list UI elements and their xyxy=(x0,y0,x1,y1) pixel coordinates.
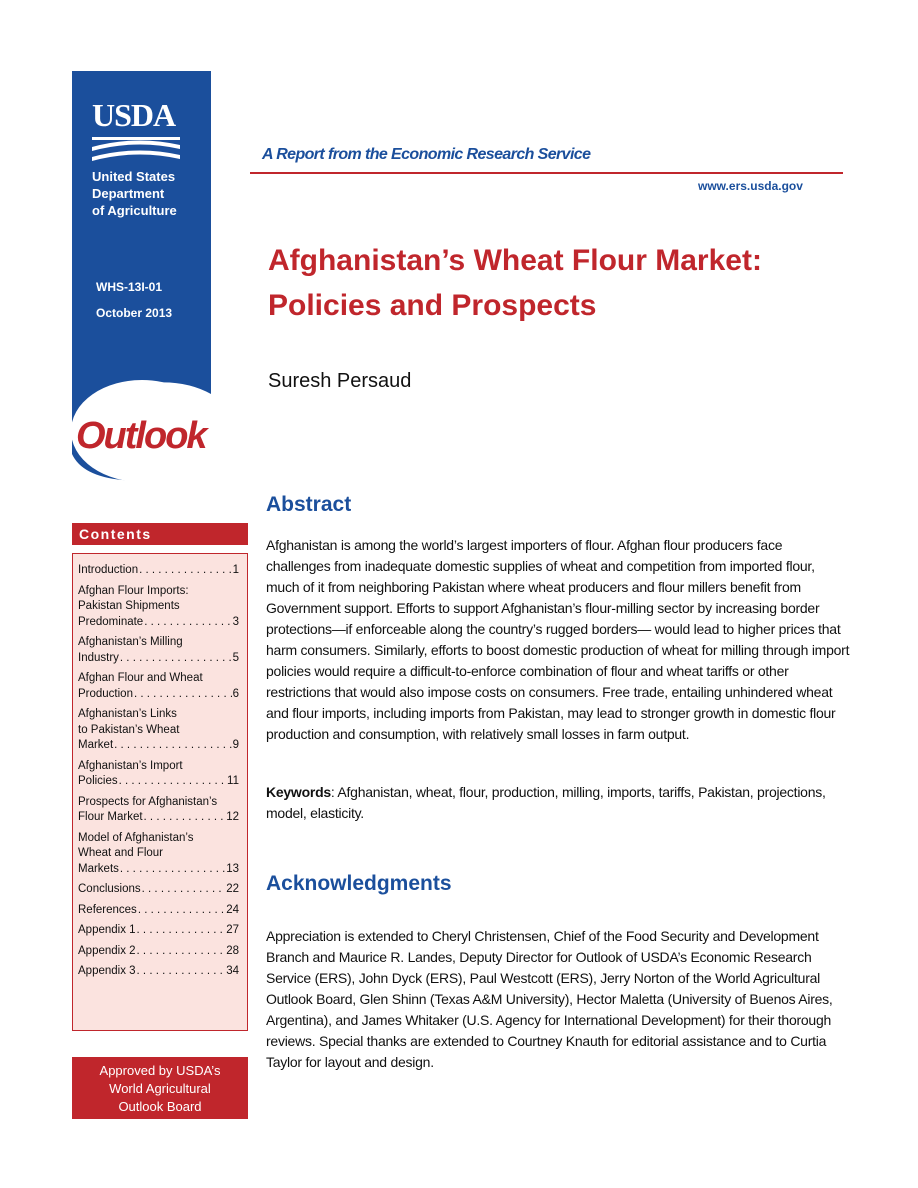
toc-page-number: 6 xyxy=(232,687,239,700)
title-line: Afghanistan’s Wheat Flour Market: xyxy=(268,244,762,277)
toc-entry-line: to Pakistan’s Wheat xyxy=(78,723,180,736)
toc-entry-title: Industry xyxy=(78,651,119,664)
toc-entry-final-line xyxy=(78,563,239,579)
author-name: Suresh Persaud xyxy=(268,370,412,392)
table-of-contents xyxy=(72,553,248,1031)
report-id: WHS-13I-01 xyxy=(96,280,163,294)
toc-entry-line: Prospects for Afghanistan’s xyxy=(78,795,218,808)
toc-page-number: 34 xyxy=(226,965,239,977)
toc-entry-title: Policies xyxy=(78,775,118,787)
toc-entry-title: Appendix 2 xyxy=(78,944,136,957)
website-link[interactable]: www.ers.usda.gov xyxy=(698,179,803,193)
department-line: Department xyxy=(92,186,165,201)
toc-leader-dots xyxy=(137,944,226,960)
toc-leader-dots xyxy=(134,687,232,703)
usda-wordmark: USDA xyxy=(92,97,176,133)
toc-entry-title: Appendix 1 xyxy=(78,924,136,936)
toc-entry-title: Introduction xyxy=(78,564,139,576)
toc-leader-dots xyxy=(120,862,225,878)
toc-entry-title: Conclusions xyxy=(78,883,141,895)
toc-entry[interactable] xyxy=(78,923,239,939)
keywords xyxy=(266,782,850,824)
abstract-text: Afghanistan is among the world’s largest importers of flour. Afghan flour producers face challenges from inadequate domestic supplies of wheat and competition from imported flour, much of it from neighboring Pakistan where wheat producers and flour millers benefit from Government support. Efforts to support Afghanistan’s flour-milling sector by increasing border protections—if enforceable along the country’s rugged borders— would lead to higher prices that harm consumers. Similarly, efforts to boost domestic production of wheat for milling through import policies would require a difficult-to-enforce combination of flour and wheat tariffs or other restrictions that would also impose costs on consumers. Free trade, entailing unhindered wheat and flour imports, including imports from Pakistan, may lead to stronger growth in domestic flour production and consumption, with relatively small losses in farm output. xyxy=(266,537,850,742)
toc-entry-final-line xyxy=(78,862,239,878)
toc-entry[interactable] xyxy=(78,563,239,579)
toc-entry-line: Afghan Flour and Wheat xyxy=(78,672,203,684)
toc-entry-title: Market xyxy=(78,739,114,751)
toc-leader-dots xyxy=(114,738,231,754)
abstract-heading: Abstract xyxy=(266,493,352,516)
toc-leader-dots xyxy=(142,882,226,898)
keywords-list: : Afghanistan, wheat, flour, production, milling, imports, tariffs, Pakistan, projections, model, elasticity. xyxy=(266,784,826,821)
toc-entry-final-line xyxy=(78,774,239,790)
toc-entry-title: Production xyxy=(78,687,133,700)
toc-entry[interactable] xyxy=(78,882,239,898)
title-line: Policies and Prospects xyxy=(268,289,597,322)
approval-line: World Agricultural xyxy=(109,1081,211,1096)
department-line: United States xyxy=(92,169,176,184)
toc-page-number: 1 xyxy=(232,564,239,576)
toc-entry-title: Markets xyxy=(78,862,119,875)
toc-entry-line: Pakistan Shipments xyxy=(78,600,180,612)
toc-entry-line: Afghan Flour Imports: xyxy=(78,584,189,597)
toc-leader-dots xyxy=(144,810,226,826)
toc-page-number: 9 xyxy=(232,739,239,751)
contents-heading: Contents xyxy=(72,523,248,545)
header-divider xyxy=(250,172,843,174)
toc-entry-line: Afghanistan’s Milling xyxy=(78,636,183,648)
approval-line: Outlook Board xyxy=(118,1099,202,1114)
toc-entry-final-line xyxy=(78,882,239,898)
toc-entry[interactable] xyxy=(78,964,239,980)
toc-entry-line: Wheat and Flour xyxy=(78,847,164,859)
toc-entry[interactable] xyxy=(78,635,239,666)
acknowledgments-text: Appreciation is extended to Cheryl Christensen, Chief of the Food Security and Development Branch and Maurice R. Landes, Deputy Director for Outlook of USDA’s Economic Research Service (ERS), John Dyck (ERS), Paul Westcott (ERS), Jerry Norton of the World Agricultural Outlook Board, Glen Shinn (Texas A&M University), Hector Maletta (University of Buenos Aires, Argentina), and James Whitaker (U.S. Agency for International Development) for their thorough reviews. Special thanks are extended to Courtney Knauth for editorial assistance and to Curtia Taylor for layout and design. xyxy=(266,928,833,1070)
toc-entry[interactable] xyxy=(78,831,239,878)
approval-line: Approved by USDA’s xyxy=(99,1063,221,1078)
toc-entry-line: Model of Afghanistan’s xyxy=(78,831,194,844)
keywords-label: Keywords xyxy=(266,784,331,800)
toc-leader-dots xyxy=(137,923,226,939)
toc-entry-final-line xyxy=(78,687,239,703)
acknowledgments-heading: Acknowledgments xyxy=(266,872,452,895)
toc-entry-title: References xyxy=(78,903,137,916)
department-line: of Agriculture xyxy=(92,203,177,218)
toc-entry-final-line xyxy=(78,810,239,826)
report-series: A Report from the Economic Research Service xyxy=(262,146,591,163)
toc-entry-final-line xyxy=(78,903,239,919)
toc-page-number: 13 xyxy=(226,862,239,875)
toc-page-number: 3 xyxy=(232,615,239,628)
report-title xyxy=(268,238,868,328)
toc-entry-title: Appendix 3 xyxy=(78,965,136,977)
toc-page-number: 5 xyxy=(232,651,239,664)
toc-entry-final-line xyxy=(78,651,239,667)
toc-page-number: 24 xyxy=(226,903,239,916)
toc-leader-dots xyxy=(144,615,231,631)
approval-notice xyxy=(72,1057,248,1119)
toc-entry-final-line xyxy=(78,615,239,631)
toc-entry-final-line xyxy=(78,923,239,939)
toc-entry[interactable] xyxy=(78,759,239,790)
toc-entry[interactable] xyxy=(78,903,239,919)
toc-page-number: 27 xyxy=(226,924,239,936)
report-date: October 2013 xyxy=(96,306,173,320)
toc-entry[interactable] xyxy=(78,707,239,754)
toc-page-number: 22 xyxy=(226,883,239,895)
toc-entry[interactable] xyxy=(78,944,239,960)
toc-entry-final-line xyxy=(78,944,239,960)
toc-leader-dots xyxy=(138,903,225,919)
toc-page-number: 28 xyxy=(226,944,239,957)
toc-page-number: 11 xyxy=(227,775,239,787)
toc-entry-title: Flour Market xyxy=(78,811,143,823)
toc-entry-final-line xyxy=(78,964,239,980)
toc-entry[interactable] xyxy=(78,584,239,631)
outlook-logo-text: Outlook xyxy=(76,415,206,457)
toc-leader-dots xyxy=(139,563,231,579)
usda-side-banner xyxy=(72,71,211,494)
toc-entry[interactable] xyxy=(78,671,239,702)
toc-leader-dots xyxy=(120,651,232,667)
toc-page-number: 12 xyxy=(226,811,239,823)
toc-entry-line: Afghanistan’s Import xyxy=(78,759,183,772)
toc-entry[interactable] xyxy=(78,795,239,826)
toc-entry-line: Afghanistan’s Links xyxy=(78,708,177,720)
department-name xyxy=(92,168,177,219)
outlook-logo-icon xyxy=(72,376,211,494)
toc-entry-title: Predominate xyxy=(78,615,144,628)
toc-leader-dots xyxy=(137,964,226,980)
toc-entry-final-line xyxy=(78,738,239,754)
toc-leader-dots xyxy=(119,774,226,790)
